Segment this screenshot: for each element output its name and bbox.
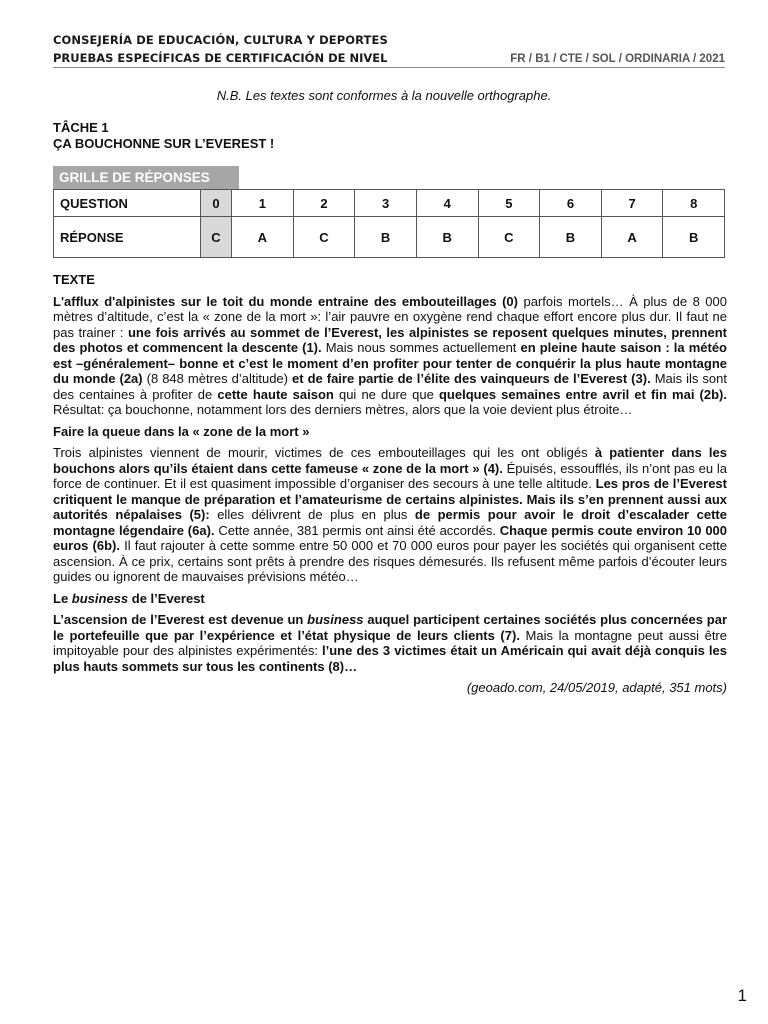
question-cell: 7 bbox=[601, 190, 663, 217]
text-run: Trois alpinistes viennent de mourir, victimes de ces embouteillages qui les ont obligés bbox=[53, 445, 595, 460]
text-run: quelques semaines entre avril et fin mai (2b). bbox=[438, 386, 727, 402]
task-number: TÂCHE 1 bbox=[53, 120, 109, 135]
text-run: Mais nous sommes actuellement bbox=[321, 340, 521, 355]
text-run: business bbox=[307, 612, 364, 627]
question-row bbox=[54, 190, 725, 217]
text-run: à patienter dans les bouchons alors qu’ils étaient dans cette fameuse « zone de la mort » (4). bbox=[53, 445, 727, 476]
page-header bbox=[53, 33, 725, 65]
question-cell: 8 bbox=[663, 190, 725, 217]
question-row-label: QUESTION bbox=[54, 190, 201, 217]
answer-grid bbox=[53, 189, 725, 258]
text-run: de l’Everest bbox=[128, 590, 205, 606]
paragraph-2 bbox=[53, 445, 727, 585]
paragraph-1 bbox=[53, 294, 727, 418]
text-run: une fois arrivés au sommet de l’Everest, les alpinistes se reposent quelques minutes, prennent des photos et commencent la descente (1). bbox=[53, 324, 727, 355]
question-cell: 6 bbox=[540, 190, 602, 217]
text-run: Mais ils sont des centaines à profiter de bbox=[53, 371, 727, 402]
task-heading bbox=[53, 120, 274, 152]
task-title: ÇA BOUCHONNE SUR L’EVEREST ! bbox=[53, 136, 275, 151]
text-run: Cette année, 381 permis ont ainsi été accordés. bbox=[214, 522, 500, 538]
text-run: elles délivrent de plus en plus bbox=[209, 507, 415, 522]
question-cell: 2 bbox=[293, 190, 355, 217]
text-run: en pleine haute saison : la météo est –généralement– bonne et c’est le moment d’en profiter pour tenter de conquérir la plus haute montagne du monde (2a) bbox=[53, 340, 727, 386]
text-run: Les pros de l’Everest critiquent le manque de préparation et l’amateurisme de certains alpinistes. Mais ils s’en prennent aussi aux autorités népalaises (5): bbox=[53, 476, 727, 522]
text-run: (8 848 mètres d’altitude) bbox=[142, 371, 292, 386]
question-cell: 3 bbox=[355, 190, 417, 217]
text-run: Chaque permis coute environ 10 000 euros (6b). bbox=[53, 522, 728, 553]
answer-cell: A bbox=[232, 217, 294, 258]
question-cell: 4 bbox=[416, 190, 478, 217]
text-run: Épuisés, essoufflés, ils n’ont pas eu la force de continuer. Et il est quasiment impossible d’organiser des secours à une telle altitude. bbox=[53, 460, 727, 491]
text-run: Mais la montagne peut aussi être impitoyable pour des alpinistes expérimentés: bbox=[53, 627, 727, 658]
text-run: cette haute saison bbox=[217, 386, 334, 402]
text-run: business bbox=[71, 590, 129, 606]
text-run: Résultat: ça bouchonne, notamment lors des derniers mètres, alors que la voie devient plus étroite… bbox=[53, 402, 633, 417]
institution-name: CONSEJERÍA DE EDUCACIÓN, CULTURA Y DEPORTES bbox=[53, 33, 388, 47]
exam-code: FR / B1 / CTE / SOL / ORDINARIA / 2021 bbox=[510, 53, 725, 65]
answer-cell: B bbox=[663, 217, 725, 258]
question-cell: 0 bbox=[201, 190, 232, 217]
subheading-business bbox=[53, 591, 727, 607]
text-heading: TEXTE bbox=[53, 272, 95, 287]
page-number: 1 bbox=[737, 986, 747, 1005]
text-run: L’ascension de l’Everest est devenue un bbox=[53, 612, 308, 627]
source-citation: (geoado.com, 24/05/2019, adapté, 351 mots) bbox=[466, 680, 727, 695]
text-run: L'afflux d'alpinistes sur le toit du monde entraine des embouteillages (0) bbox=[53, 293, 518, 309]
answer-cell: B bbox=[355, 217, 417, 258]
exam-name: PRUEBAS ESPECÍFICAS DE CERTIFICACIÓN DE NIVEL bbox=[53, 51, 388, 65]
answer-cell: B bbox=[416, 217, 478, 258]
header-divider bbox=[53, 67, 725, 68]
answer-row-label: RÉPONSE bbox=[54, 217, 201, 258]
question-cell: 1 bbox=[232, 190, 294, 217]
text-run: l’une des 3 victimes était un Américain qui avait déjà conquis les plus hauts sommets sur tous les continents (8)… bbox=[53, 643, 727, 674]
answer-cell: C bbox=[201, 217, 232, 258]
answer-cell: C bbox=[293, 217, 355, 258]
reading-text bbox=[53, 272, 727, 702]
answer-cell: B bbox=[540, 217, 602, 258]
text-run: Il faut rajouter à cette somme entre 50 000 et 70 000 euros pour payer les sociétés qui organisent cette ascension. À ce prix, certains sont prêts à prendre des risques démesurés. Ils refusent même parfois d’écouter leurs guides ou ignorent de mauvaises prévisions météo… bbox=[53, 538, 727, 584]
text-run: Le bbox=[53, 590, 72, 606]
orthography-note: N.B. Les textes sont conformes à la nouvelle orthographe. bbox=[216, 88, 552, 103]
subheading-death-zone: Faire la queue dans la « zone de la mort » bbox=[53, 423, 310, 439]
question-cell: 5 bbox=[478, 190, 540, 217]
answer-cell: A bbox=[601, 217, 663, 258]
text-run: auquel participent certaines sociétés plus concernées par le portefeuille que par l’expérience et l’état physique de leurs clients (7). bbox=[53, 612, 727, 643]
text-run: et de faire partie de l’élite des vainqueurs de l’Everest (3). bbox=[292, 371, 651, 386]
text-run: parfois mortels… À plus de 8 000 mètres d’altitude, c’est la « zone de la mort »: l’air pauvre en oxygène rend chaque effort encore plus dur. Il faut ne pas trainer : bbox=[53, 293, 727, 340]
text-run: de permis pour avoir le droit d’escalader cette montagne légendaire (6a). bbox=[53, 507, 727, 538]
answer-row bbox=[54, 217, 725, 258]
answer-cell: C bbox=[478, 217, 540, 258]
paragraph-3 bbox=[53, 612, 727, 674]
text-run: qui ne dure que bbox=[333, 386, 439, 402]
answer-grid-label: GRILLE DE RÉPONSES bbox=[53, 166, 239, 190]
